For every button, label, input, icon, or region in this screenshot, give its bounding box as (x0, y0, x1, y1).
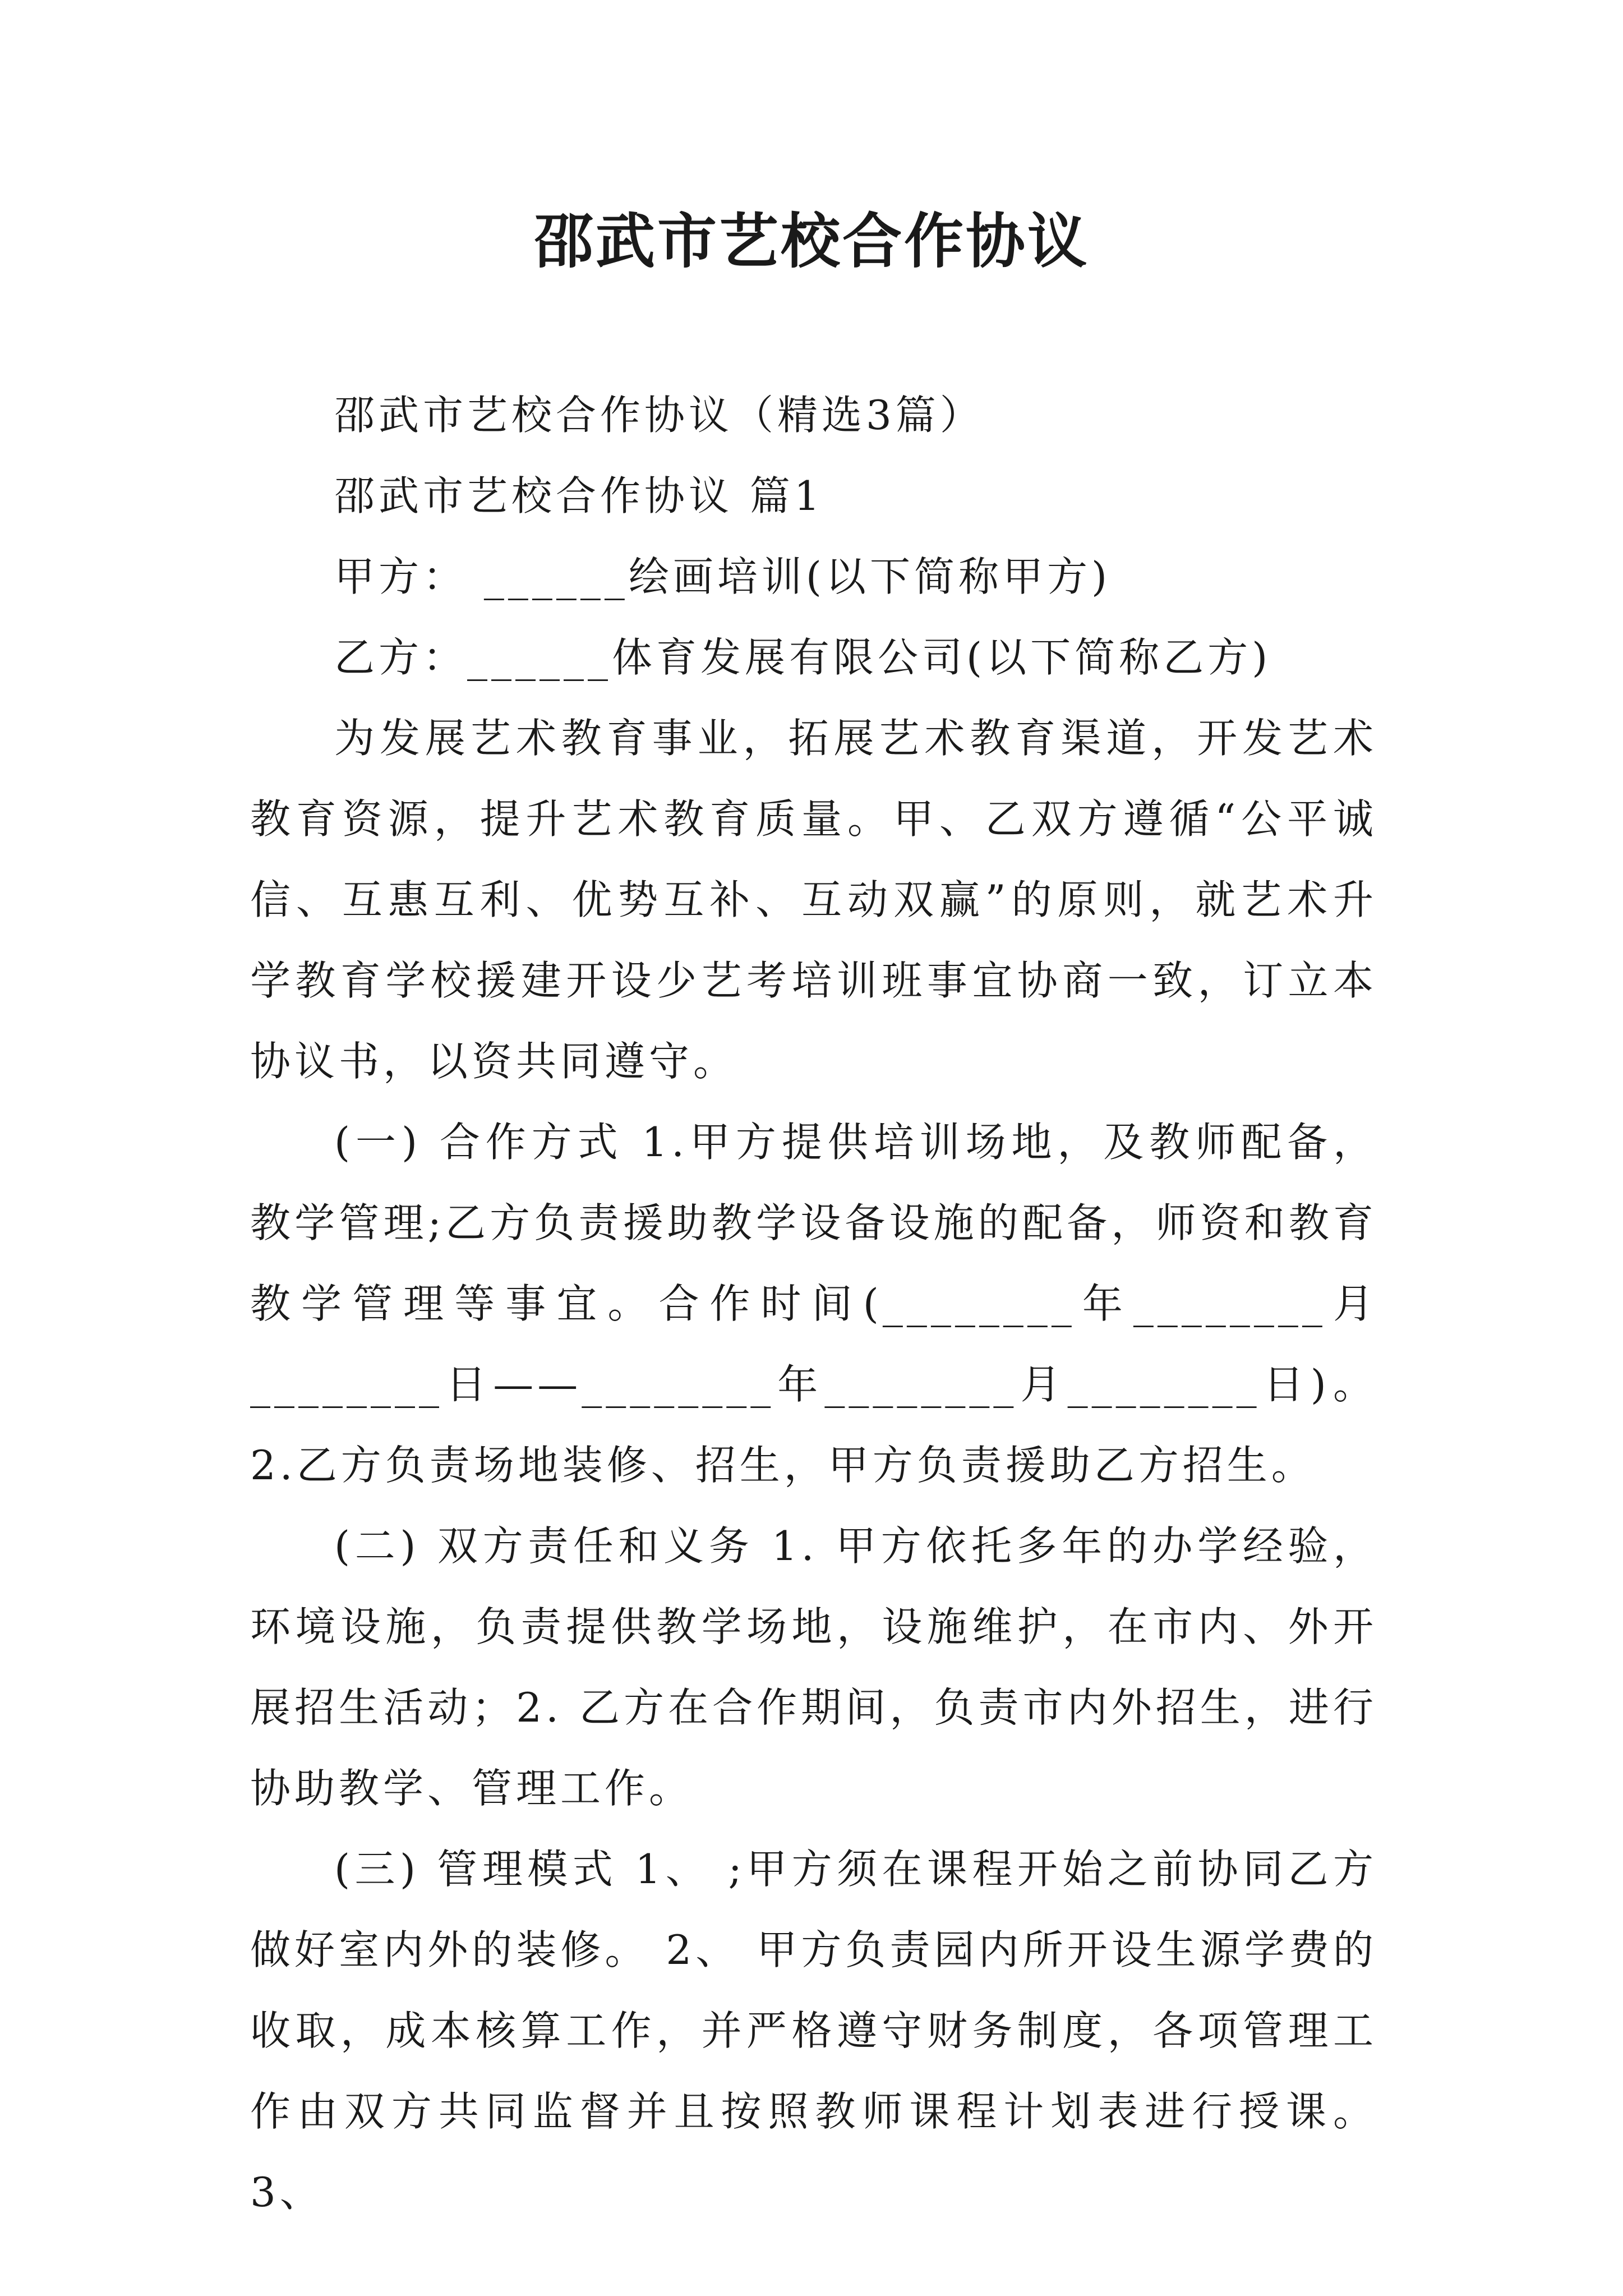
section-heading: 邵武市艺校合作协议 篇1 (334, 472, 824, 519)
document-title: 邵武市艺校合作协议 (534, 206, 1089, 276)
responsibilities-paragraph: (二) 双方责任和义务 1. 甲方依托多年的办学经验，环境设施，负责提供教学场地，设施维护，在市内、外开展招生活动；2. 乙方在合作期间，负责市内外招生，进行协助教学、管理工作。 (250, 1522, 1377, 1812)
preamble-paragraph: 为发展艺术教育事业，拓展艺术教育渠道，开发艺术教育资源，提升艺术教育质量。甲、乙双方遵循“公平诚信、互惠互利、优势互补、互动双赢”的原则，就艺术升学教育学校援建开设少艺考培训班事宜协商一致，订立本协议书，以资共同遵守。 (250, 715, 1377, 1085)
party-b-line: 乙方：______体育发展有限公司(以下简称乙方) (334, 634, 1272, 681)
subtitle-paragraph: 邵武市艺校合作协议（精选3篇） (334, 392, 984, 439)
document-body (250, 375, 1377, 2233)
party-a-line: 甲方： ______绘画培训(以下简称甲方) (334, 553, 1112, 600)
cooperation-method-paragraph: (一) 合作方式 1.甲方提供培训场地，及教师配备，教学管理;乙方负责援助教学设备设施的配备，师资和教育教学管理等事宜。合作时间(________年________月________日——________年________月________日)。 2.乙方负责场地装修、招生，甲方负责援助乙方招生。 (250, 1119, 1377, 1489)
management-mode-paragraph: (三) 管理模式 1、 ;甲方须在课程开始之前协同乙方做好室内外的装修。 2、 甲方负责园内所开设生源学费的收取，成本核算工作，并严格遵守财务制度，各项管理工作由双方共同监督并且按照教师课程计划表进行授课。 3、 (250, 1846, 1377, 2216)
